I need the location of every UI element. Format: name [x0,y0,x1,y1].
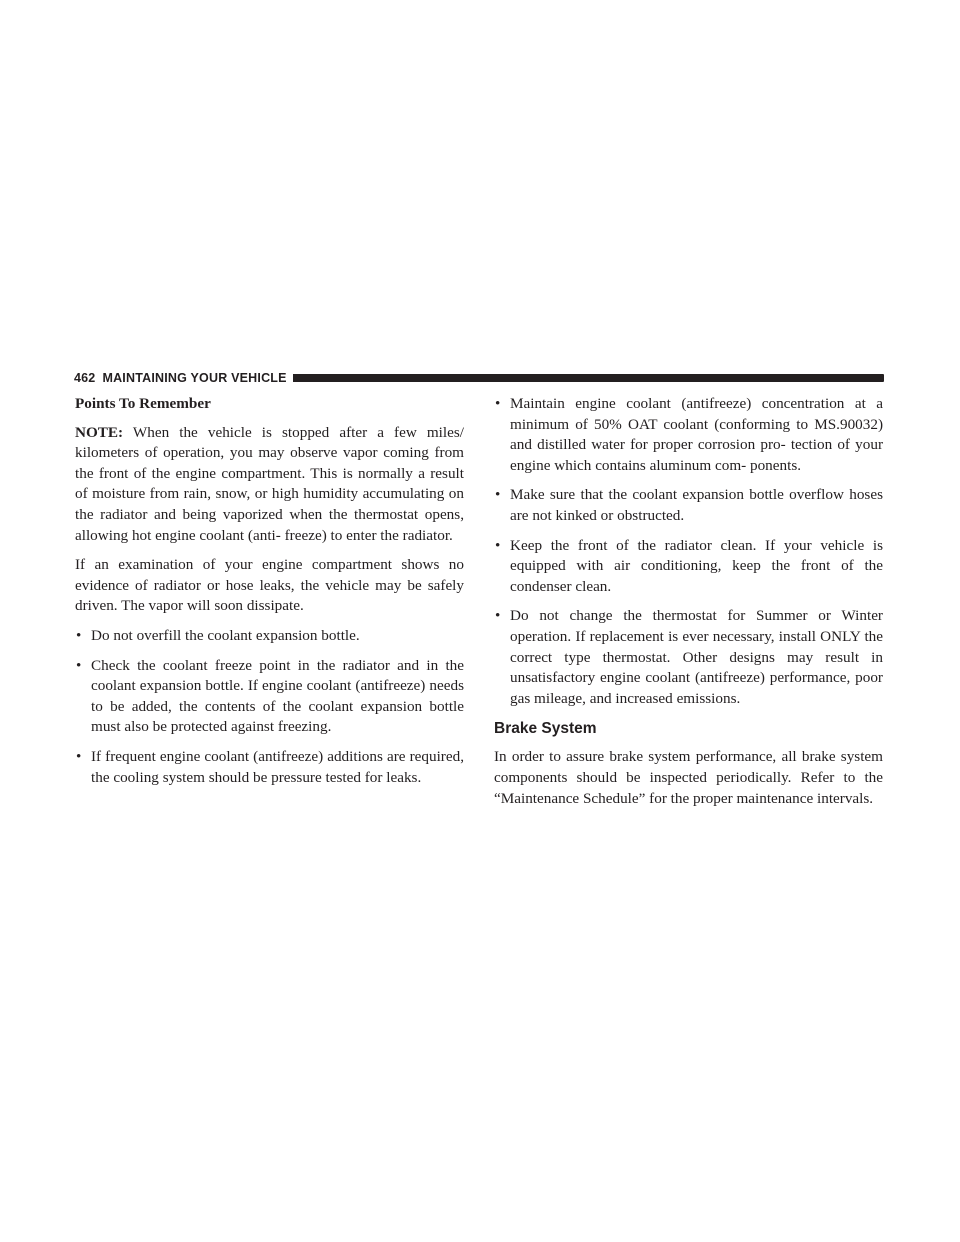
header-rule [293,374,884,382]
bullet-icon: • [76,656,82,674]
note-label: NOTE: [75,423,124,441]
list-item: • If frequent engine coolant (antifreeze) additions are required, the cooling system should be pressure tested for leaks. [76,747,464,786]
bullet-icon: • [76,626,82,644]
bullet-icon: • [495,395,501,412]
list-item: • Maintain engine coolant (antifreeze) concentration at a minimum of 50% OAT coolant (conforming to MS.90032) and distilled water for proper corrosion pro- tection of your engine which contains aluminum com- ponents. [495,395,883,474]
note-paragraph [75,423,464,547]
bullet-icon: • [495,536,501,554]
list-item: • Do not change the thermostat for Summer or Winter operation. If replacement is ever necessary, install ONLY the correct type thermostat. Other designs may result in unsatisfactory engine coolant (antifreeze) performance, poor gas mileage, and increased emissions. [495,607,883,707]
right-column [494,394,883,818]
brake-paragraph: In order to assure brake system performance, all brake system components should be inspected periodically. Refer to the “Maintenance Schedule” for the proper maintenance intervals. [494,748,883,807]
list-item: • Do not overfill the coolant expansion bottle. [75,626,464,647]
list-item: • Check the coolant freeze point in the radiator and in the coolant expansion bottle. If engine coolant (antifreeze) needs to be added, the contents of the coolant expansion bottle must also be protected against freezing. [76,656,464,736]
subheading-points-to-remember: Points To Remember [75,395,211,412]
left-column [75,394,464,797]
left-bullet-list [75,626,464,788]
bullet-icon: • [76,747,82,765]
list-item: • Keep the front of the radiator clean. If your vehicle is equipped with air conditioning, keep the front of the condenser clean. [495,536,883,595]
body-paragraph: If an examination of your engine compartment shows no evidence of radiator or hose leaks, the vehicle may be safely driven. The vapor will soon dissipate. [75,556,464,615]
section-title: MAINTAINING YOUR VEHICLE [102,371,287,385]
right-bullet-list [494,394,883,709]
page-header [74,370,884,386]
page-number: 462 [74,371,96,385]
heading-brake-system: Brake System [494,720,597,738]
list-item: • Make sure that the coolant expansion bottle overflow hoses are not kinked or obstructed. [495,486,883,524]
bullet-icon: • [495,486,501,504]
note-text: When the vehicle is stopped after a few miles/ kilometers of operation, you may observe vapor coming from the front of the engine compartment. This is normally a result of moisture from rain, snow, or high humidity accumulating on the radiator and being vaporized when the thermostat opens, allowing hot engine coolant (anti- freeze) to enter the radiator. [75,423,464,544]
bullet-icon: • [495,607,501,625]
